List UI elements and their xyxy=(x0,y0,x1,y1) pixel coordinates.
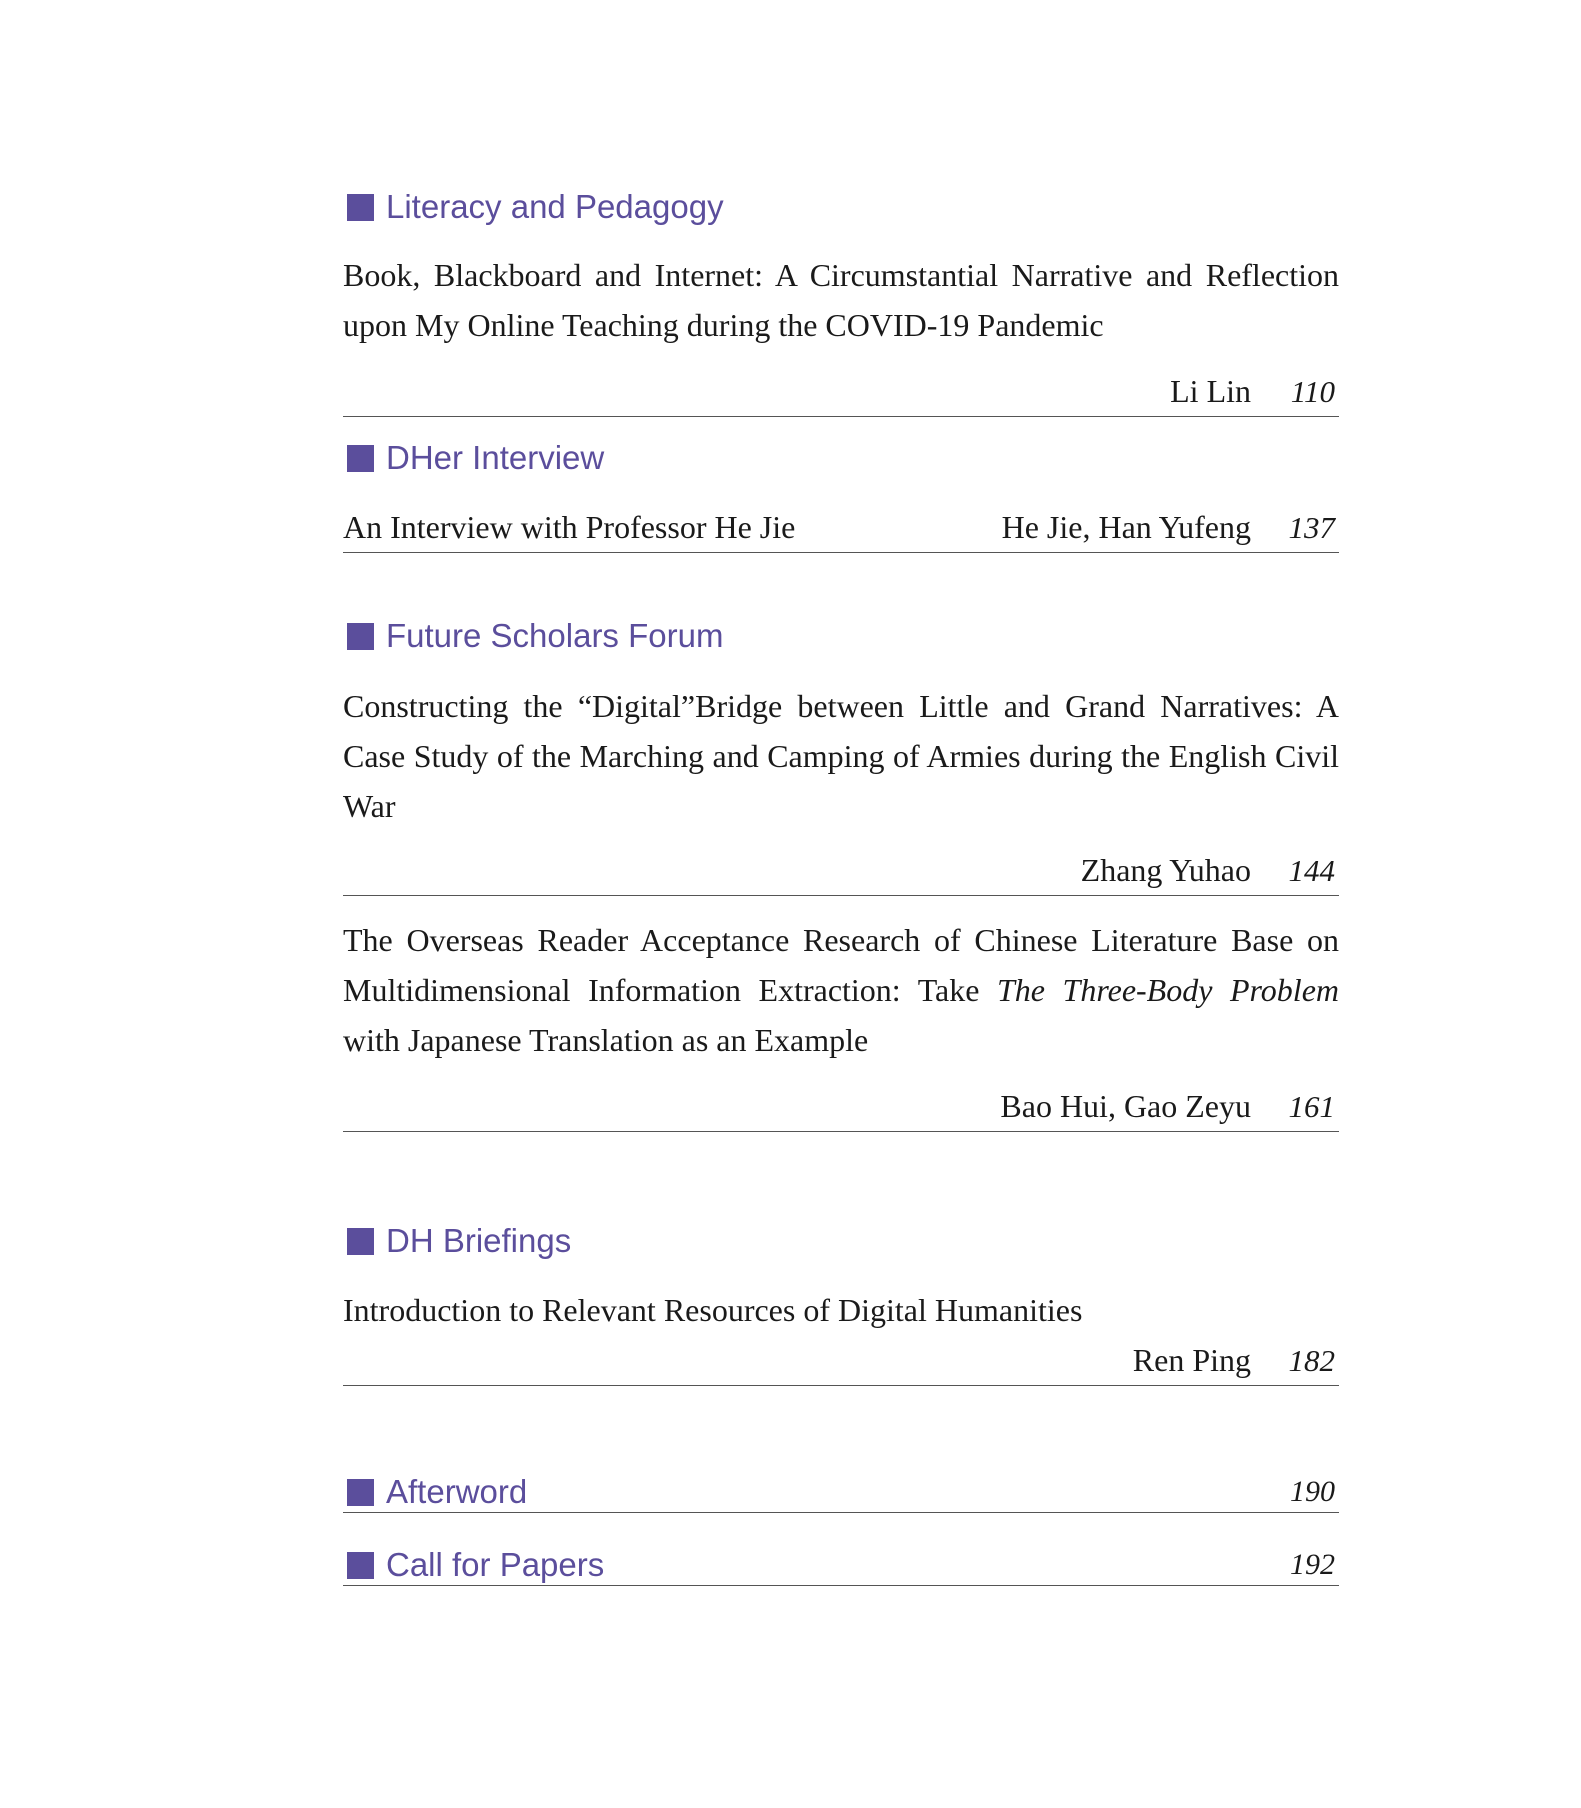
byline xyxy=(343,366,1339,417)
square-bullet-icon xyxy=(347,623,374,650)
page-number[interactable]: 144 xyxy=(1288,853,1335,888)
toc-entry[interactable] xyxy=(343,1472,1339,1513)
page-number[interactable]: 182 xyxy=(1288,1343,1335,1378)
square-bullet-icon xyxy=(347,445,374,472)
article-author: Li Lin xyxy=(1170,373,1251,409)
section-heading-label: Afterword xyxy=(386,1473,528,1510)
article-title[interactable]: An Interview with Professor He Jie xyxy=(343,509,796,545)
article-title[interactable]: Introduction to Relevant Resources of Digital Humanities xyxy=(343,1292,1083,1328)
article-title[interactable]: Book, Blackboard and Internet: A Circumstantial Narrative and Reflection upon My Online Teaching during the COVID-19 Pandemic xyxy=(343,257,1339,343)
toc-entry[interactable] xyxy=(343,1285,1339,1386)
section-heading-label: DHer Interview xyxy=(386,439,605,476)
page-number[interactable]: 190 xyxy=(1290,1475,1335,1508)
section-heading-call-for-papers[interactable] xyxy=(343,1545,1339,1585)
article-title[interactable]: Constructing the “Digital”Bridge between Little and Grand Narratives: A Case Study of the Marching and Camping of Armies during the English Civil War xyxy=(343,688,1339,824)
page-number[interactable]: 161 xyxy=(1288,1089,1335,1124)
section-heading-label: Literacy and Pedagogy xyxy=(386,188,724,225)
toc-entry[interactable] xyxy=(343,502,1339,553)
byline xyxy=(343,1335,1339,1386)
article-author: Bao Hui, Gao Zeyu xyxy=(1000,1088,1251,1124)
section-heading-label: DH Briefings xyxy=(386,1222,572,1259)
section-heading-literacy-and-pedagogy[interactable] xyxy=(343,187,1339,227)
page-number[interactable]: 137 xyxy=(1288,510,1335,545)
page-number[interactable]: 110 xyxy=(1290,374,1335,409)
article-title-part: with Japanese Translation as an Example xyxy=(343,1022,869,1058)
page-number[interactable]: 192 xyxy=(1290,1548,1335,1581)
byline xyxy=(343,1081,1339,1132)
byline xyxy=(343,502,1339,553)
toc-entry[interactable] xyxy=(343,250,1339,417)
article-author: Ren Ping xyxy=(1132,1342,1251,1378)
article-author: He Jie, Han Yufeng xyxy=(1001,509,1251,545)
section-heading-future-scholars-forum[interactable] xyxy=(343,616,1339,656)
square-bullet-icon xyxy=(347,1479,374,1506)
section-heading-dher-interview[interactable] xyxy=(343,438,1339,478)
article-title-italic: The Three-Body Problem xyxy=(996,972,1340,1008)
square-bullet-icon xyxy=(347,194,374,221)
section-heading-afterword[interactable] xyxy=(343,1472,1339,1512)
toc-entry[interactable] xyxy=(343,681,1339,896)
section-heading-label: Future Scholars Forum xyxy=(386,617,724,654)
article-title[interactable] xyxy=(343,915,1339,1065)
toc-entry[interactable] xyxy=(343,1545,1339,1586)
section-heading-dh-briefings[interactable] xyxy=(343,1221,1339,1261)
article-author: Zhang Yuhao xyxy=(1080,852,1251,888)
section-heading-label: Call for Papers xyxy=(386,1546,605,1583)
square-bullet-icon xyxy=(347,1552,374,1579)
article-title-part: The Overseas Reader Acceptance Research of Chinese Literature Base on Multidimensional Information Extraction: Take xyxy=(343,922,1339,1008)
toc-entry[interactable] xyxy=(343,915,1339,1132)
square-bullet-icon xyxy=(347,1228,374,1255)
byline xyxy=(343,845,1339,896)
